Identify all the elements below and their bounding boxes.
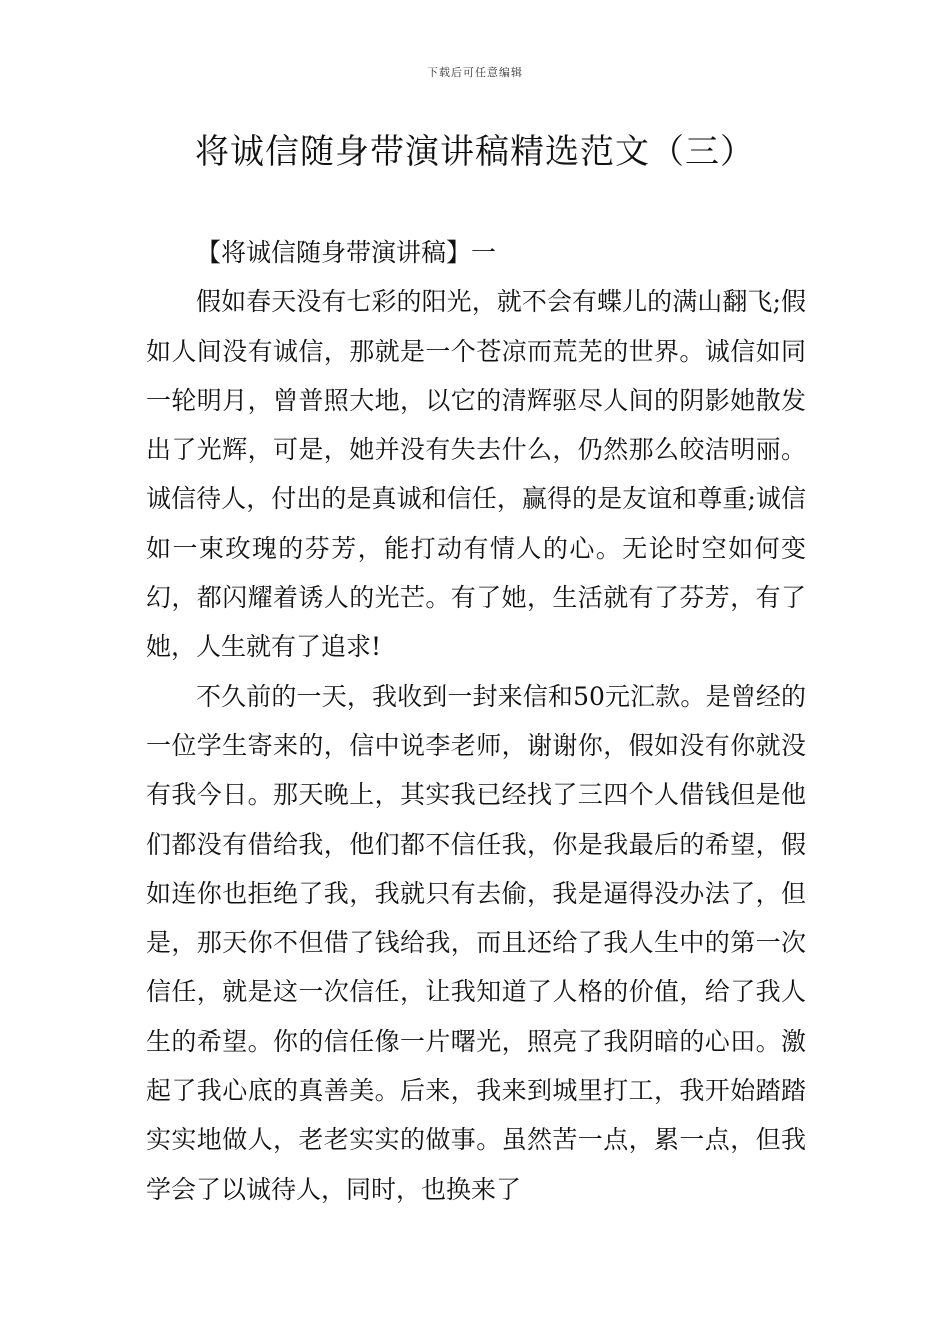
- paragraph-2: 不久前的一天，我收到一封来信和50元汇款。是曾经的一位学生寄来的，信中说李老师，谢谢你，假如没有你就没有我今日。那天晚上，其实我已经找了三四个人借钱但是他们都没有借给我，他们都不信任我，你是我最后的希望，假如连你也拒绝了我，我就只有去偷，我是逼得没办法了，但是，那天你不但借了钱给我，而且还给了我人生中的第一次信任，就是这一次信任，让我知道了人格的价值，给了我人生的希望。你的信任像一片曙光，照亮了我阴暗的心田。激起了我心底的真善美。后来，我来到城里打工，我开始踏踏实实地做人，老老实实的做事。虽然苦一点，累一点，但我学会了以诚待人，同时，也换来了: [146, 681, 806, 1204]
- document-body: [146, 228, 806, 1214]
- document-title: 将诚信随身带演讲稿精选范文（三）: [195, 132, 755, 172]
- section-heading: 【将诚信随身带演讲稿】一: [196, 238, 497, 267]
- paragraph-1: 假如春天没有七彩的阳光，就不会有蝶儿的满山翻飞;假如人间没有诚信，那就是一个苍凉而荒芜的世界。诚信如同一轮明月，曾普照大地，以它的清辉驱尽人间的阴影她散发出了光辉，可是，她并没有失去什么，仍然那么皎洁明丽。诚信待人，付出的是真诚和信任，赢得的是友谊和尊重;诚信如一束玫瑰的芬芳，能打动有情人的心。无论时空如何变幻，都闪耀着诱人的光芒。有了她，生活就有了芬芳，有了她，人生就有了追求!: [146, 287, 806, 662]
- header-note: 下载后可任意编辑: [427, 66, 523, 79]
